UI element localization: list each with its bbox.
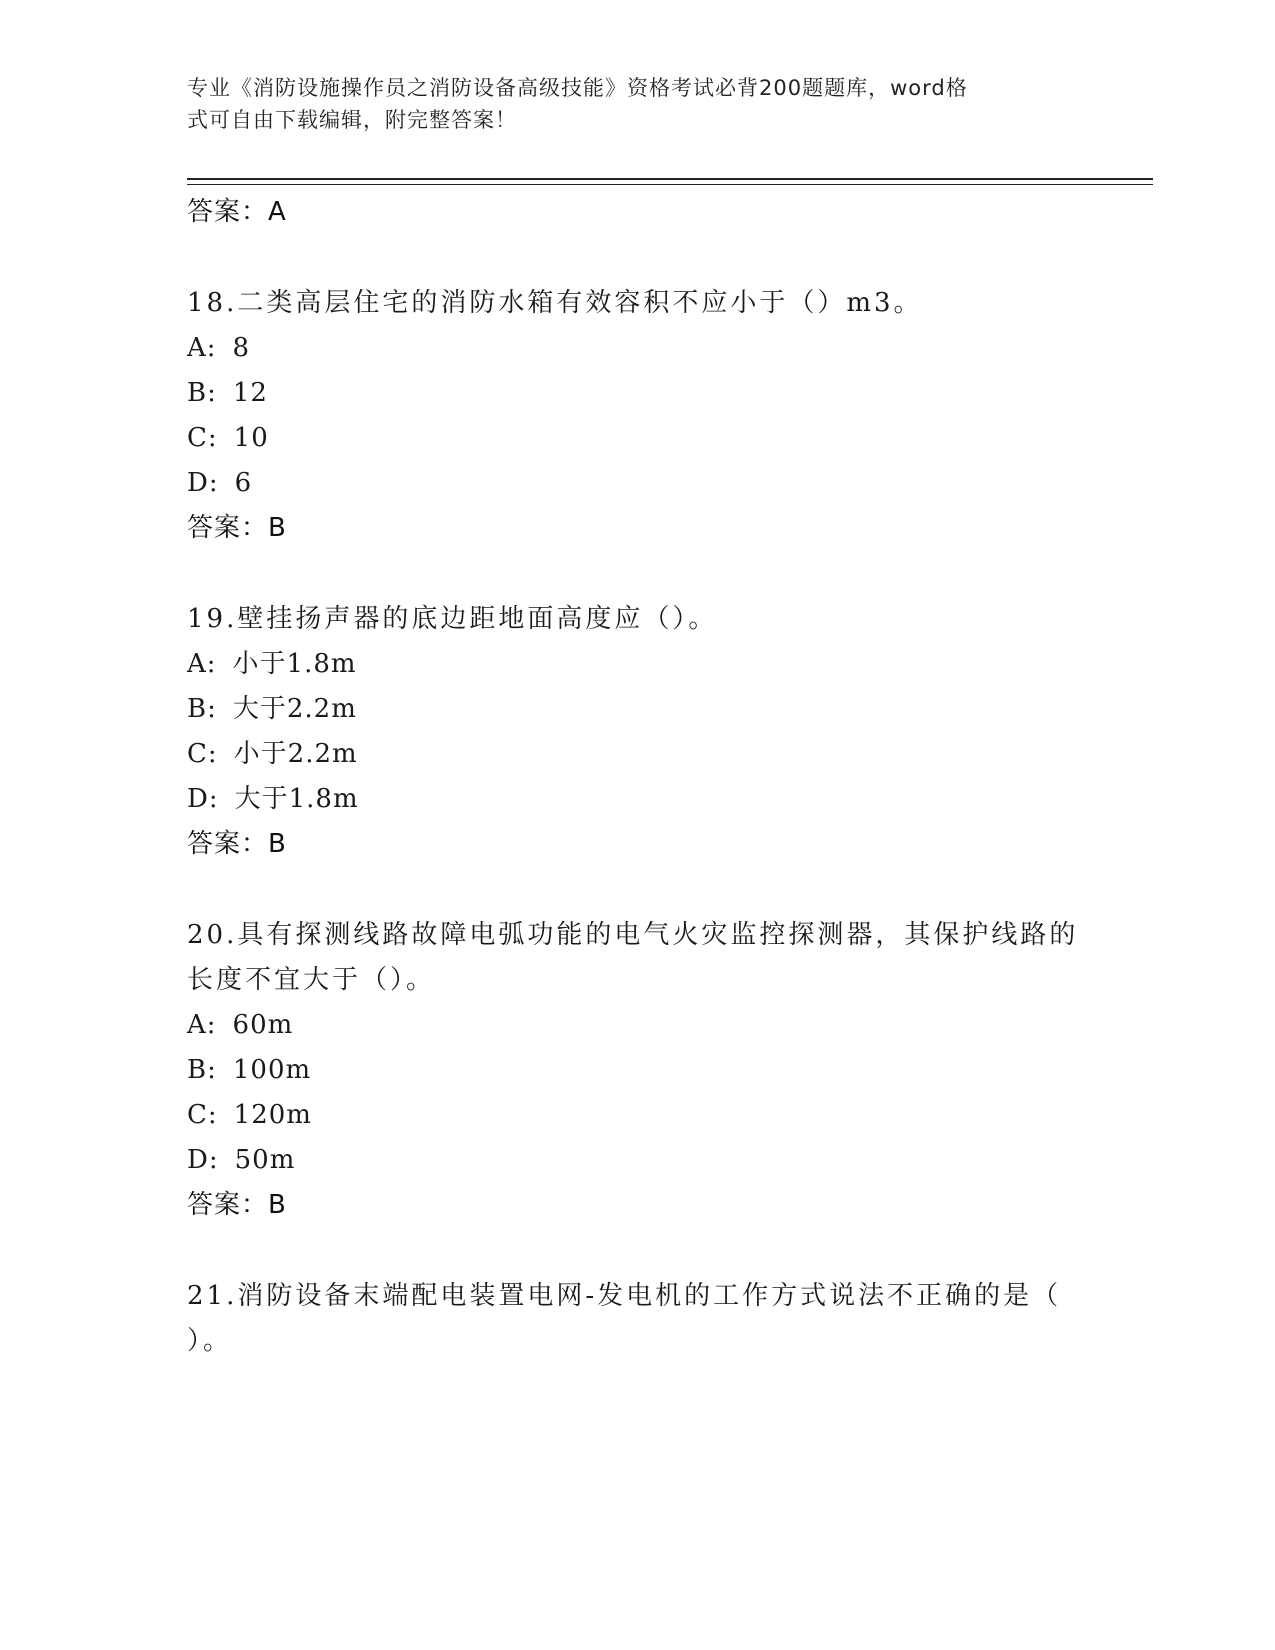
option-d <box>187 461 1087 506</box>
option-text: 6 <box>234 468 253 498</box>
option-b <box>187 687 1087 732</box>
option-key: C: <box>187 739 218 769</box>
option-c <box>187 1093 1087 1138</box>
option-key: B: <box>187 378 217 408</box>
question-block <box>187 597 1087 867</box>
option-text: 50m <box>234 1145 296 1175</box>
previous-answer: 答案：A <box>187 197 287 227</box>
question-line: 20.具有探测线路故障电弧功能的电气火灾监控探测器，其保护线路的 <box>187 920 1079 950</box>
option-text: 大于1.8m <box>234 784 359 814</box>
option-text: 大于2.2m <box>232 694 357 724</box>
option-text: 8 <box>232 333 251 363</box>
header-line-2: 式可自由下载编辑，附完整答案！ <box>187 108 517 132</box>
option-key: C: <box>187 1100 218 1130</box>
option-a <box>187 642 1087 687</box>
answer-line: 答案：B <box>187 513 287 543</box>
question-line: 21.消防设备末端配电装置电网-发电机的工作方式说法不正确的是（ <box>187 1281 1062 1311</box>
option-key: D: <box>187 784 219 814</box>
question-text <box>187 1274 1087 1364</box>
option-key: D: <box>187 468 219 498</box>
option-b <box>187 371 1087 416</box>
question-list <box>187 190 1087 1364</box>
question-line: 长度不宜大于（）。 <box>187 965 436 995</box>
header-divider-thin <box>187 184 1153 185</box>
option-text: 100m <box>232 1055 312 1085</box>
option-text: 小于2.2m <box>233 739 358 769</box>
option-c <box>187 416 1087 461</box>
question-block <box>187 913 1087 1228</box>
question-text <box>187 913 1087 1003</box>
option-d <box>187 777 1087 822</box>
option-text: 60m <box>232 1010 294 1040</box>
option-text: 12 <box>232 378 268 408</box>
question-block <box>187 281 1087 551</box>
option-d <box>187 1138 1087 1183</box>
option-key: B: <box>187 1055 217 1085</box>
option-key: C: <box>187 423 218 453</box>
question-line: 18.二类高层住宅的消防水箱有效容积不应小于（）m3。 <box>187 288 923 318</box>
question-text <box>187 281 1087 326</box>
header-divider-thick <box>187 178 1153 180</box>
answer-line: 答案：B <box>187 829 287 859</box>
option-text: 小于1.8m <box>232 649 357 679</box>
document-header <box>187 72 1067 136</box>
option-a <box>187 326 1087 371</box>
question-block <box>187 1274 1087 1364</box>
option-key: A: <box>187 1010 217 1040</box>
option-b <box>187 1048 1087 1093</box>
option-text: 10 <box>233 423 269 453</box>
answer-line: 答案：B <box>187 1190 287 1220</box>
option-text: 120m <box>233 1100 312 1130</box>
option-key: A: <box>187 649 217 679</box>
option-key: D: <box>187 1145 219 1175</box>
option-c <box>187 732 1087 777</box>
question-line: 19.壁挂扬声器的底边距地面高度应（）。 <box>187 604 718 634</box>
header-line-1: 专业《消防设施操作员之消防设备高级技能》资格考试必背200题题库，word格 <box>187 76 968 100</box>
option-a <box>187 1003 1087 1048</box>
option-key: A: <box>187 333 217 363</box>
option-key: B: <box>187 694 217 724</box>
question-line: ）。 <box>187 1326 233 1356</box>
question-text <box>187 597 1087 642</box>
